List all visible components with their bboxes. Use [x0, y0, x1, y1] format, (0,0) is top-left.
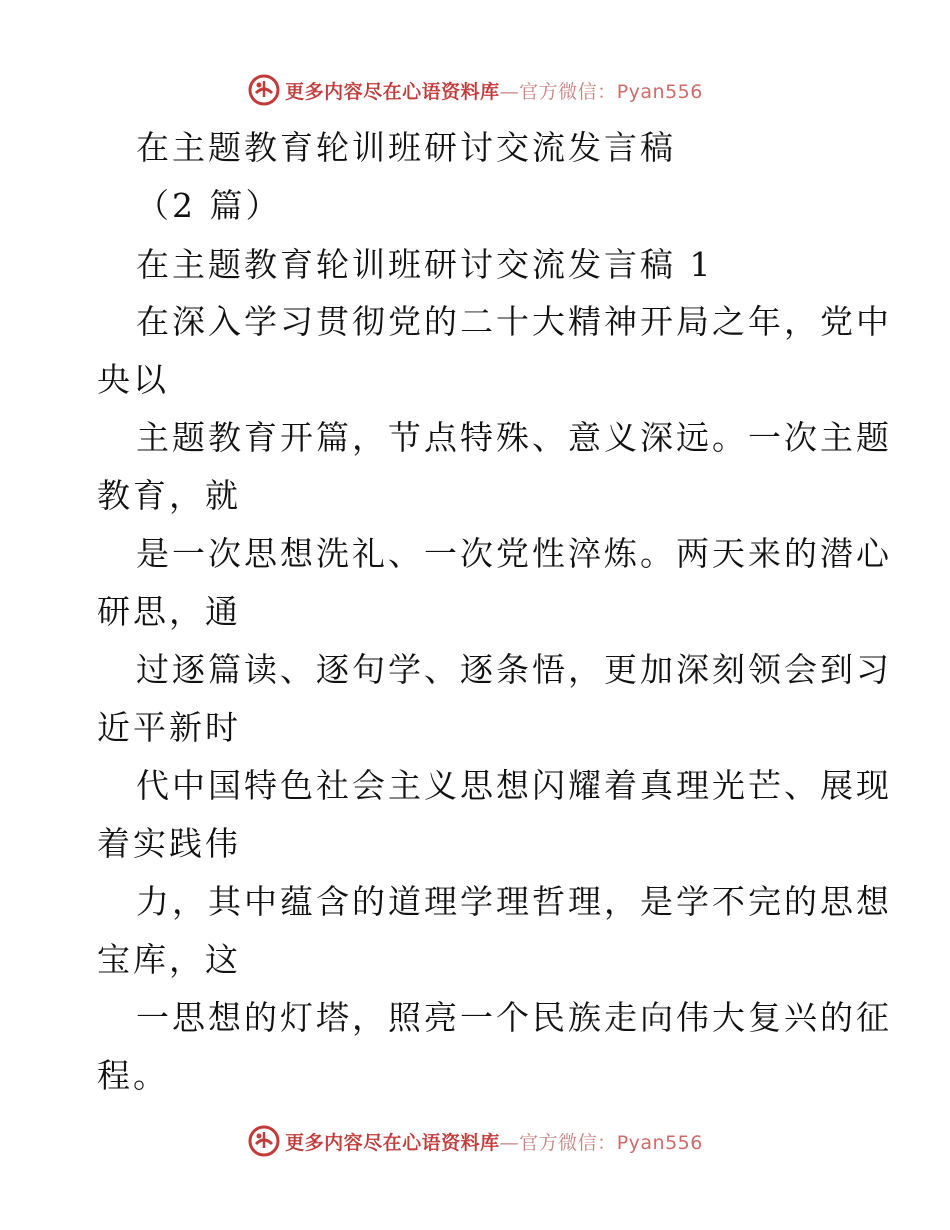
document-title: 在主题教育轮训班研讨交流发言稿: [136, 128, 676, 167]
paragraph-line: 程。: [97, 1056, 169, 1095]
book-logo-icon: [247, 1124, 281, 1158]
watermark-account: Pyan556: [616, 1131, 703, 1154]
watermark-official-label: 官方微信：: [519, 1131, 617, 1154]
section-heading: 在主题教育轮训班研讨交流发言稿 1: [136, 245, 714, 284]
paragraph-line: 在深入学习贯彻党的二十大精神开局之年，党中: [136, 302, 892, 341]
watermark-account: Pyan556: [616, 80, 703, 103]
watermark-main-text: 更多内容尽在心语资料库: [285, 80, 500, 103]
paragraph-line: 是一次思想洗礼、一次党性淬炼。两天来的潜心: [136, 534, 892, 573]
header-watermark: [0, 70, 950, 110]
paragraph-line: 研思，通: [97, 592, 241, 631]
paragraph-line: 着实践伟: [97, 824, 241, 863]
paragraph-line: 央以: [97, 360, 169, 399]
paragraph-line: 宝库，这: [97, 940, 241, 979]
watermark-separator: —: [499, 1131, 520, 1154]
document-count: （2 篇）: [136, 186, 282, 225]
paragraph-line: 代中国特色社会主义思想闪耀着真理光芒、展现: [136, 766, 892, 805]
paragraph-line: 教育，就: [97, 476, 241, 515]
watermark-separator: —: [499, 80, 520, 103]
paragraph-line: 一思想的灯塔，照亮一个民族走向伟大复兴的征: [136, 998, 892, 1037]
paragraph-line: 过逐篇读、逐句学、逐条悟，更加深刻领会到习: [136, 650, 892, 689]
paragraph-line: 近平新时: [97, 708, 241, 747]
book-logo-icon: [247, 73, 281, 107]
paragraph-line: 力，其中蕴含的道理学理哲理，是学不完的思想: [136, 882, 892, 921]
footer-watermark: [0, 1121, 950, 1161]
watermark-main-text: 更多内容尽在心语资料库: [285, 1131, 500, 1154]
watermark-official-label: 官方微信：: [519, 80, 617, 103]
paragraph-line: 主题教育开篇，节点特殊、意义深远。一次主题: [136, 418, 892, 457]
